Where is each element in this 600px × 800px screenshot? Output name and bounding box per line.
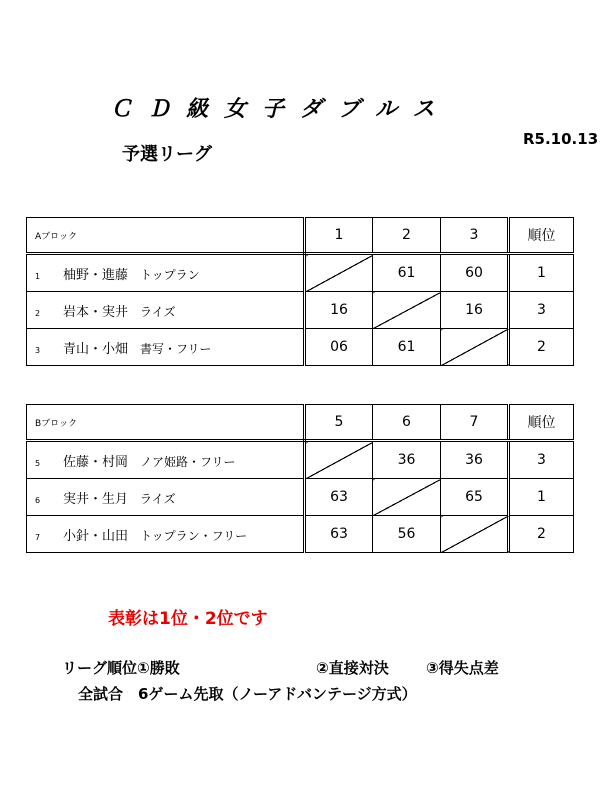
pair-team: ノア姫路・フリー: [140, 454, 236, 469]
table-row: [27, 516, 574, 553]
ranking-rule-game-difference: ③得失点差: [426, 659, 499, 677]
score-cell: 56: [373, 516, 441, 553]
pair-number: 5: [35, 458, 41, 468]
block-name: Aブロック: [27, 218, 305, 254]
score-cell: 63: [305, 516, 373, 553]
rank-cell: 1: [509, 479, 574, 516]
rank-cell: 2: [509, 516, 574, 553]
table-header-row: [27, 218, 574, 254]
score-cell: 36: [373, 441, 441, 479]
score-cell: 63: [305, 479, 373, 516]
score-cell: 06: [305, 329, 373, 366]
self-match-cell: [373, 479, 441, 516]
rank-cell: 3: [509, 292, 574, 329]
column-header: 6: [373, 405, 441, 441]
rank-cell: 1: [509, 254, 574, 292]
score-cell: 16: [305, 292, 373, 329]
pair-number: 1: [35, 271, 41, 281]
column-header: 3: [441, 218, 509, 254]
score-cell: 16: [441, 292, 509, 329]
pair-team: ライズ: [140, 304, 176, 319]
pair-cell: [27, 254, 305, 292]
pair-names: 岩本・実井: [63, 304, 129, 320]
table-row: [27, 329, 574, 366]
ranking-rule: リーグ順位①勝敗: [62, 659, 180, 677]
pair-cell: [27, 516, 305, 553]
pair-names: 小針・山田: [63, 528, 129, 544]
score-cell: 65: [441, 479, 509, 516]
column-header: 5: [305, 405, 373, 441]
ranking-rule-head-to-head: ②直接対決: [316, 659, 389, 677]
self-match-cell: [305, 254, 373, 292]
score-cell: 60: [441, 254, 509, 292]
pair-team: 書写・フリー: [140, 341, 212, 356]
rank-header: 順位: [509, 405, 574, 441]
table-row: [27, 292, 574, 329]
pair-team: トップラン: [140, 267, 200, 282]
pair-number: 7: [35, 532, 41, 542]
pair-team: トップラン・フリー: [140, 528, 248, 543]
pair-names: 佐藤・村岡: [63, 454, 129, 470]
self-match-cell: [441, 329, 509, 366]
rank-header: 順位: [509, 218, 574, 254]
pair-number: 2: [35, 308, 41, 318]
league-table-a: [26, 217, 574, 366]
pair-names: 青山・小畑: [63, 341, 129, 357]
column-header: 2: [373, 218, 441, 254]
self-match-cell: [305, 441, 373, 479]
rank-cell: 2: [509, 329, 574, 366]
match-format-note: 全試合 6ゲーム先取（ノーアドバンテージ方式）: [78, 685, 417, 703]
pair-cell: [27, 441, 305, 479]
league-table-b: [26, 404, 574, 553]
page-subtitle: 予選リーグ: [122, 144, 212, 165]
self-match-cell: [441, 516, 509, 553]
column-header: 1: [305, 218, 373, 254]
table-row: [27, 254, 574, 292]
pair-cell: [27, 292, 305, 329]
pair-cell: [27, 479, 305, 516]
page-title: ＣＤ級女子ダブルス: [110, 97, 451, 122]
pair-team: ライズ: [140, 491, 176, 506]
score-cell: 61: [373, 254, 441, 292]
pair-names: 柚野・進藤: [63, 267, 129, 283]
table-row: [27, 441, 574, 479]
table-row: [27, 479, 574, 516]
score-cell: 36: [441, 441, 509, 479]
pair-number: 6: [35, 495, 41, 505]
column-header: 7: [441, 405, 509, 441]
table-header-row: [27, 405, 574, 441]
award-note: 表彰は1位・2位です: [108, 609, 268, 629]
score-cell: 61: [373, 329, 441, 366]
pair-number: 3: [35, 345, 41, 355]
rank-cell: 3: [509, 441, 574, 479]
pair-cell: [27, 329, 305, 366]
block-name: Bブロック: [27, 405, 305, 441]
self-match-cell: [373, 292, 441, 329]
pair-names: 実井・生月: [63, 491, 129, 507]
event-date: R5.10.13: [523, 130, 599, 148]
